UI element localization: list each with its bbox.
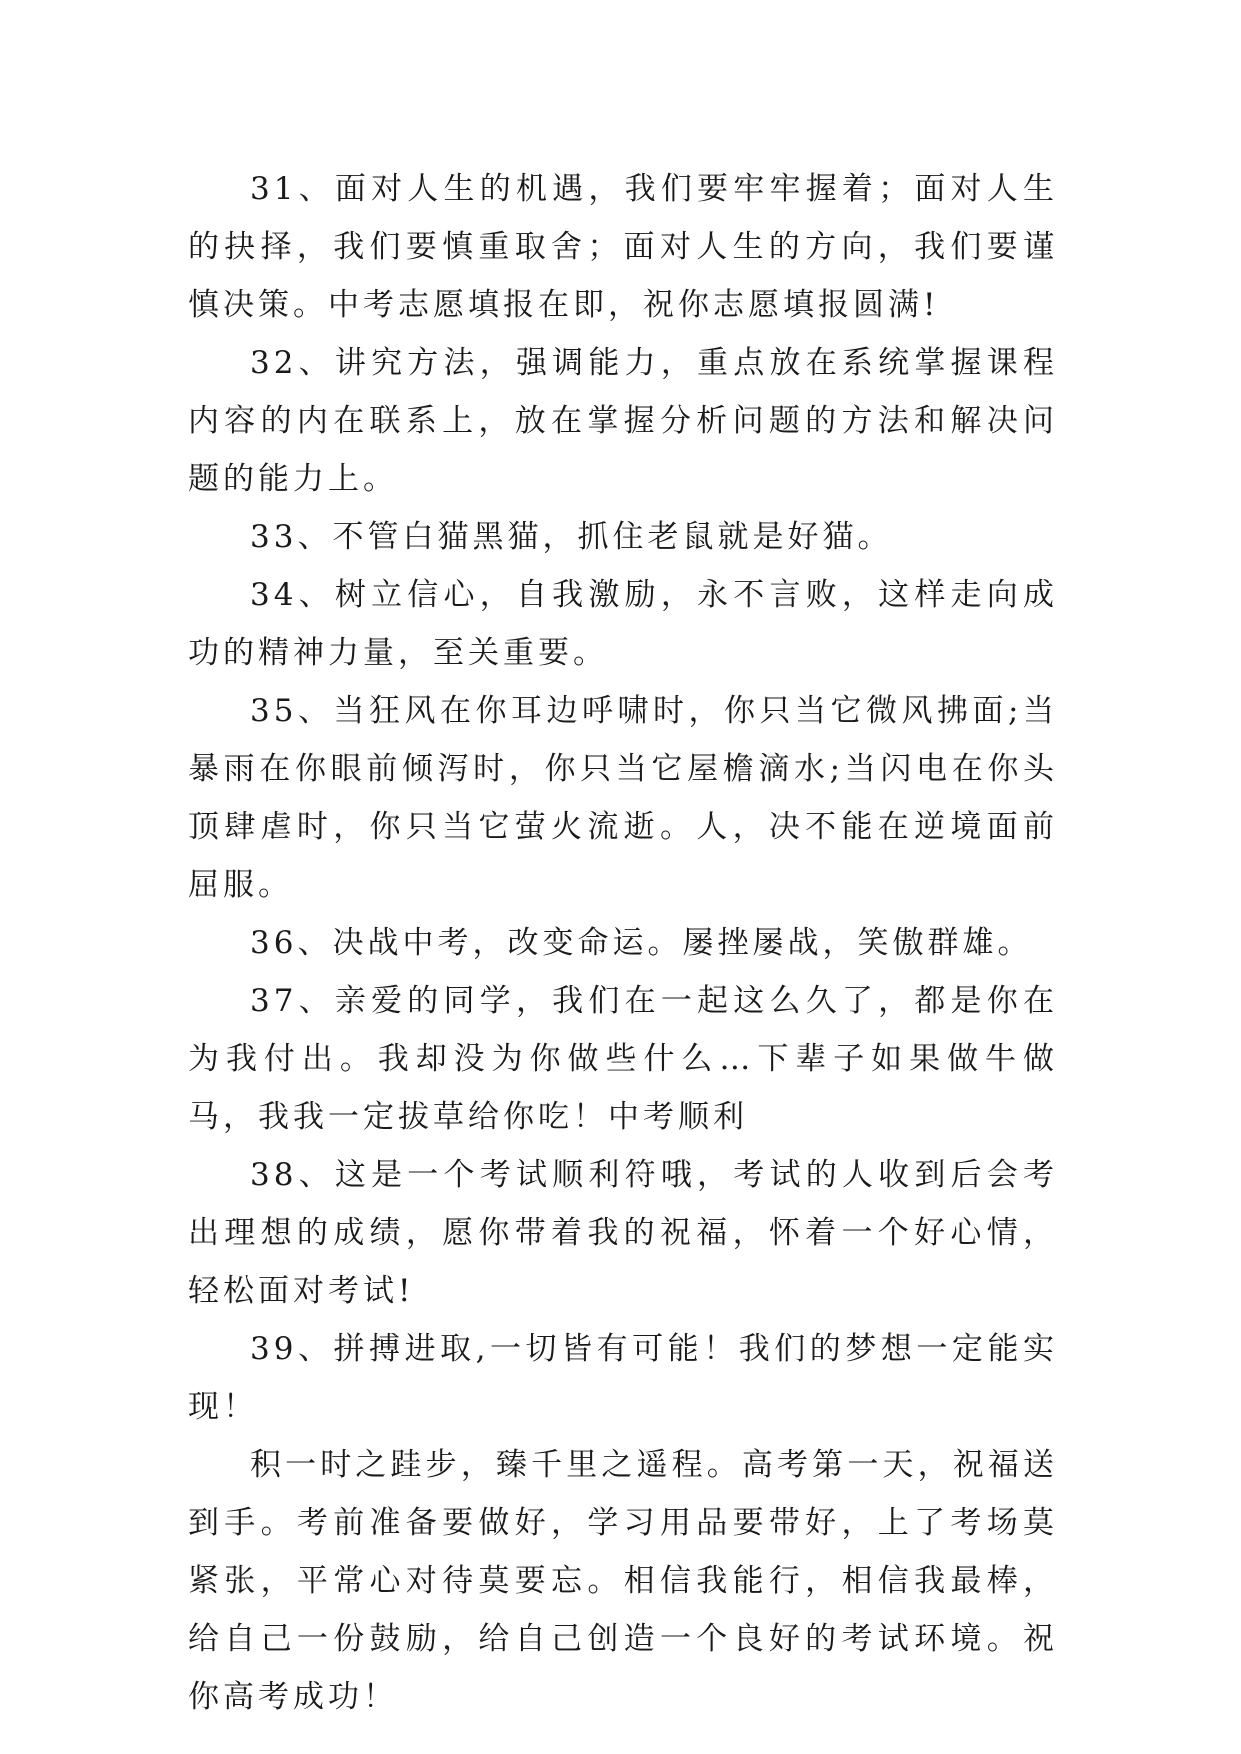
paragraph-closing: 积一时之跬步，臻千里之遥程。高考第一天，祝福送到手。考前准备要做好，学习用品要带好，上了考场莫紧张，平常心对待莫要忘。相信我能行，相信我最棒，给自己一份鼓励，给自己创造一个良好的考试环境。祝你高考成功！ xyxy=(188,1447,1058,1715)
paragraph-36: 36、决战中考，改变命运。屡挫屡战，笑傲群雄。 xyxy=(250,925,1033,961)
paragraph-37: 37、亲爱的同学，我们在一起这么久了，都是你在为我付出。我却没为你做些什么…下辈子如果做牛做马，我我一定拔草给你吃！中考顺利 xyxy=(188,983,1058,1135)
paragraph-31: 31、面对人生的机遇，我们要牢牢握着；面对人生的抉择，我们要慎重取舍；面对人生的方向，我们要谨慎决策。中考志愿填报在即，祝你志愿填报圆满! xyxy=(188,171,1058,323)
paragraph-34: 34、树立信心，自我激励，永不言败，这样走向成功的精神力量，至关重要。 xyxy=(188,577,1058,671)
paragraph-33: 33、不管白猫黑猫，抓住老鼠就是好猫。 xyxy=(250,519,893,555)
paragraph-35: 35、当狂风在你耳边呼啸时，你只当它微风拂面;当暴雨在你眼前倾泻时，你只当它屋檐滴水;当闪电在你头顶肆虐时，你只当它萤火流逝。人，决不能在逆境面前屈服。 xyxy=(188,693,1058,903)
paragraph-38: 38、这是一个考试顺利符哦，考试的人收到后会考出理想的成绩，愿你带着我的祝福，怀着一个好心情，轻松面对考试! xyxy=(188,1157,1058,1309)
paragraph-39: 39、拼搏进取,一切皆有可能！我们的梦想一定能实现！ xyxy=(188,1331,1058,1425)
document-body xyxy=(188,160,1058,1726)
paragraph-32: 32、讲究方法，强调能力，重点放在系统掌握课程内容的内在联系上，放在掌握分析问题的方法和解决问题的能力上。 xyxy=(188,345,1058,497)
